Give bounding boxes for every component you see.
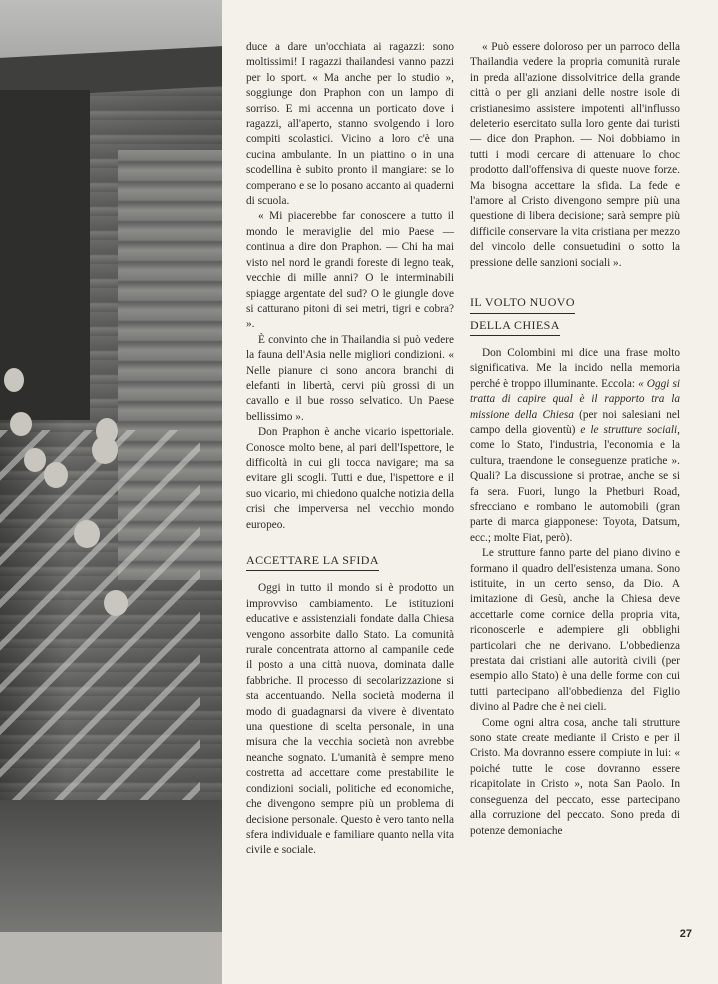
paragraph: È convinto che in Thailandia si può vedere la fauna dell'Asia nelle migliori condizioni. « Nelle pianure ci sono ancora branchi di elefanti in libertà, cervi più grossi di un cavallo e il bue rosso selvatico. Un Paese bellissimo ».	[246, 333, 454, 423]
section-heading: ACCETTARE LA SFIDA	[246, 553, 379, 571]
section-heading: IL VOLTO NUOVO	[470, 295, 575, 313]
paragraph: Don Praphon è anche vicario ispettoriale. Conosce molto bene, al pari dell'Ispettore, le difficoltà in cui gli tocca navigare; ma sa evitare gli scogli. Tutti e due, l'ispettore e il suo vicario, mi chiedono qualche notizia della crisi che imperversa nel vecchio mondo europeo.	[246, 426, 454, 531]
photo-children-on-stairs	[0, 0, 222, 932]
paragraph: Le strutture fanno parte del piano divino e formano il quadro dell'esistenza umana. Sono istituite, in un certo senso, da Dio. A imitazione di Gesù, anche la Chiesa deve accettarle come cornice della propria vita, riconoscerle e adempiere gli obblighi particolari che ne derivano. L'obbedienza prestata dai cristiani alle autorità civili (per esempio allo Stato) è una delle forme con cui tutti partecipano all'obbedienza del Figlio divino al Padre che è nei cieli.	[470, 547, 680, 714]
page-number: 27	[679, 928, 692, 940]
paragraph: Oggi in tutto il mondo si è prodotto un improvviso cambiamento. Le istituzioni educative e assistenziali fondate dalla Chiesa vengono assorbite dallo Stato. La comunità rurale concentrata attorno al campanile cede il posto a una città nuova, dominata dalle fabbriche. Il processo di secolarizzazione si sta accentuando. Nella società moderna il modo di guadagnarsi da vivere è diventato una questione di scelta personale, in una misura che la vecchia società non avrebbe neanche sognato. L'umanità è sempre meno costretta ad accettare come prestabilite le condizioni sociali, politiche ed economiche, che divengono sempre più un problema di decisione personale. Questo è vero tanto nella sfera individuale e familiare quanto nella vita civile e sociale.	[246, 582, 454, 857]
paragraph: Don Colombini mi dice una frase molto significativa. Me la incido nella memoria perché è troppo illuminante. Eccola: « Oggi si tratta di capire qual è il rapporto tra la missione della Chiesa (per noi salesiani nel campo della gioventù) e le strutture sociali, come lo Stato, l'industria, l'economia e la cultura, traendone le conseguenze pratiche ». Quali? La discussione si protrae, anche se si fa sera. Fuori, lungo la Phetburi Road, sfrecciano e rombano le automobili (gran parte di marca giapponese: Toyota, Datsum, ecc.; molte Fiat, però).	[470, 346, 680, 544]
paragraph: « Mi piacerebbe far conoscere a tutto il mondo le meraviglie del mio Paese — continua a dire don Praphon. — Chi ha mai visto nel nord le grandi foreste di legno teak, vecchie di mille anni? O le interminabili spiagge argentate del sud? O le giungle dove si catturano pitoni di sei metri, tigri e cobra? ».	[246, 210, 454, 331]
paragraph: Come ogni altra cosa, anche tali strutture sono state create mediante il Cristo e per il Cristo. Ma dovranno essere compiute in lui: « poiché tutte le cose dovranno essere ricapitolate in Cristo », nota San Paolo. In conseguenza del peccato, esse partecipano alla corruzione del peccato. Sono preda di potenze demoniache	[470, 716, 680, 837]
margin-strip	[0, 932, 222, 984]
text-column-right	[470, 40, 680, 839]
section-heading: DELLA CHIESA	[470, 318, 560, 336]
text-column-left	[246, 40, 454, 859]
paragraph: « Può essere doloroso per un parroco della Thailandia vedere la propria comunità rurale in preda all'azione dissolvitrice della grande città o per gli anziani delle nostre isole di cristianesimo assistere impotenti all'influsso deleterio esercitato sulla loro gente dai turisti — dice don Praphon. — Noi dobbiamo in tutti i modi cercare di attenuare lo choc prodotto dall'offensiva di queste nuove forze. Ma bisogna accettare la sfida. La fede e l'amore al Cristo divengono sempre più una questione di libera decisione; sarà sempre più difficile conservare la vita cristiana per mezzo del vincolo delle consuetudini o sotto la pressione delle sanzioni sociali ».	[470, 41, 680, 269]
paragraph: duce a dare un'occhiata ai ragazzi: sono moltissimi! I ragazzi thailandesi vanno pazzi per lo sport. « Ma anche per lo studio », soggiunge don Praphon con un lampo di sorriso. E mi accenna un porticato dove i ragazzi, all'aperto, stanno svolgendo i loro compiti scolastici. Vicino a loro c'è una cucina ambulante. In un piattino o in una scodellina è subito pronto il mangiare: se lo comperano e se lo posano accanto ai quaderni di scuola.	[246, 41, 454, 208]
